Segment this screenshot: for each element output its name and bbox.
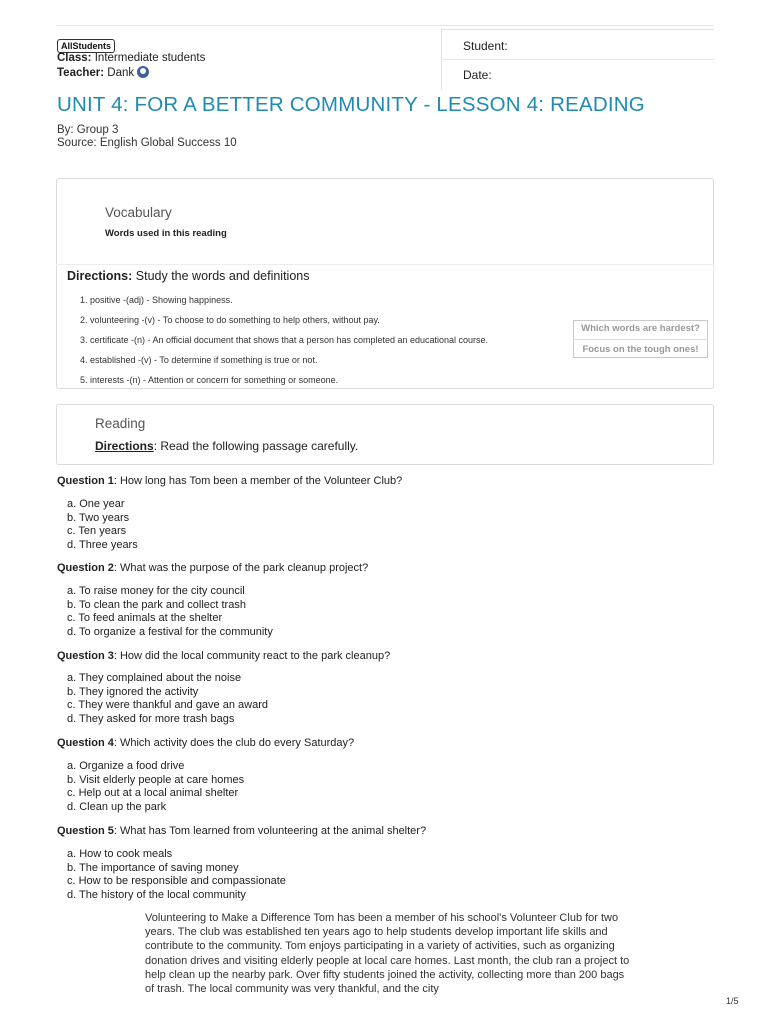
vocabulary-item: 3. certificate -(n) - An official document that shows that a person has completed an educational course. [80,335,489,345]
answer-option[interactable]: c. To feed animals at the shelter [67,612,223,625]
question-label: Question 4 [57,737,114,749]
answer-option[interactable]: b. Visit elderly people at care homes [67,773,245,786]
answer-option[interactable]: b. To clean the park and collect trash [67,598,246,611]
vocabulary-item: 4. established -(v) - To determine if something is true or not. [80,355,318,365]
question-1 [57,475,402,487]
reading-card [56,404,714,465]
class-label: Class: [57,52,92,64]
answer-option[interactable]: d. Three years [67,538,138,551]
class-value: Intermediate students [91,52,206,64]
question-label: Question 1 [57,475,114,487]
question-1-options [67,498,138,552]
question-label: Question 5 [57,825,114,837]
teacher-avatar-icon [137,66,149,78]
reading-passage: Volunteering to Make a Difference Tom has been a member of his school's Volunteer Club for two years. The club was established ten years ago to help students develop important life skills and contribute to the community. Tom enjoys participating in a variety of activities, such as organizing donation drives and visiting elderly people at local care homes. Last month, the club ran a project to help clean up the nearby park. Over fifty students joined the activity, collecting more than 200 bags of trash. The local community was very thankful, and the city [145,912,630,996]
answer-option[interactable]: a. One year [67,498,125,510]
top-divider [56,25,714,26]
byline: By: Group 3 [57,124,119,136]
reading-directions [95,439,358,453]
question-4-options [67,760,244,814]
answer-option[interactable]: a. To raise money for the city council [67,585,245,597]
vocabulary-list [80,294,580,394]
answer-option[interactable]: b. Two years [67,511,130,524]
vocabulary-subheading: Words used in this reading [105,228,227,239]
answer-option[interactable]: c. Help out at a local animal shelter [67,787,239,800]
question-3-options [67,672,268,726]
vocabulary-heading: Vocabulary [105,205,172,220]
date-field-label: Date: [463,68,492,82]
vocabulary-item: 2. volunteering -(v) - To choose to do something to help others, without pay. [80,315,380,325]
reading-directions-text: : Read the following passage carefully. [153,439,359,453]
vocabulary-directions-text: Study the words and definitions [132,269,310,283]
question-5 [57,825,426,837]
question-label: Question 2 [57,562,114,574]
question-text: : What has Tom learned from volunteering at the animal shelter? [113,825,427,837]
question-3 [57,650,390,662]
answer-option[interactable]: a. Organize a food drive [67,760,185,772]
question-2 [57,562,368,574]
source-line: Source: English Global Success 10 [57,137,237,149]
question-text: : What was the purpose of the park cleanup project? [113,562,369,574]
question-text: : How did the local community react to the park cleanup? [113,650,391,662]
reading-heading: Reading [95,416,146,431]
teacher-value: Dank [104,67,135,79]
question-4 [57,737,354,749]
answer-option[interactable]: c. Ten years [67,525,127,538]
teacher-line [57,66,149,79]
answer-option[interactable]: d. Clean up the park [67,800,167,813]
student-field-label: Student: [463,39,508,53]
answer-option[interactable]: d. The history of the local community [67,888,246,901]
page-number: 1/5 [726,996,739,1006]
page-title: UNIT 4: FOR A BETTER COMMUNITY - LESSON 4: READING [57,93,645,116]
class-line [57,52,205,64]
question-text: : How long has Tom been a member of the Volunteer Club? [113,475,403,487]
question-5-options [67,848,286,902]
answer-option[interactable]: d. They asked for more trash bags [67,712,235,725]
note-question: Which words are hardest? [581,323,700,334]
question-2-options [67,585,273,639]
question-text: : Which activity does the club do every Saturday? [113,737,355,749]
all-students-badge: AllStudents [57,39,115,53]
vocabulary-directions [67,269,310,283]
student-info-divider [441,59,714,60]
vocabulary-directions-label: Directions: [67,269,133,283]
answer-option[interactable]: b. They ignored the activity [67,685,199,698]
teacher-label: Teacher: [57,67,105,79]
answer-option[interactable]: d. To organize a festival for the community [67,625,273,638]
reading-directions-label: Directions [95,439,154,453]
answer-option[interactable]: a. They complained about the noise [67,672,242,684]
note-answer: Focus on the tough ones! [582,344,699,355]
answer-option[interactable]: a. How to cook meals [67,848,173,860]
vocabulary-item: 1. positive -(adj) - Showing happiness. [80,295,233,305]
question-label: Question 3 [57,650,114,662]
note-divider [573,339,708,340]
answer-option[interactable]: b. The importance of saving money [67,861,239,874]
answer-option[interactable]: c. They were thankful and gave an award [67,699,268,712]
answer-option[interactable]: c. How to be responsible and compassionate [67,875,286,888]
vocabulary-item: 5. interests -(n) - Attention or concern for something or someone. [80,375,339,385]
